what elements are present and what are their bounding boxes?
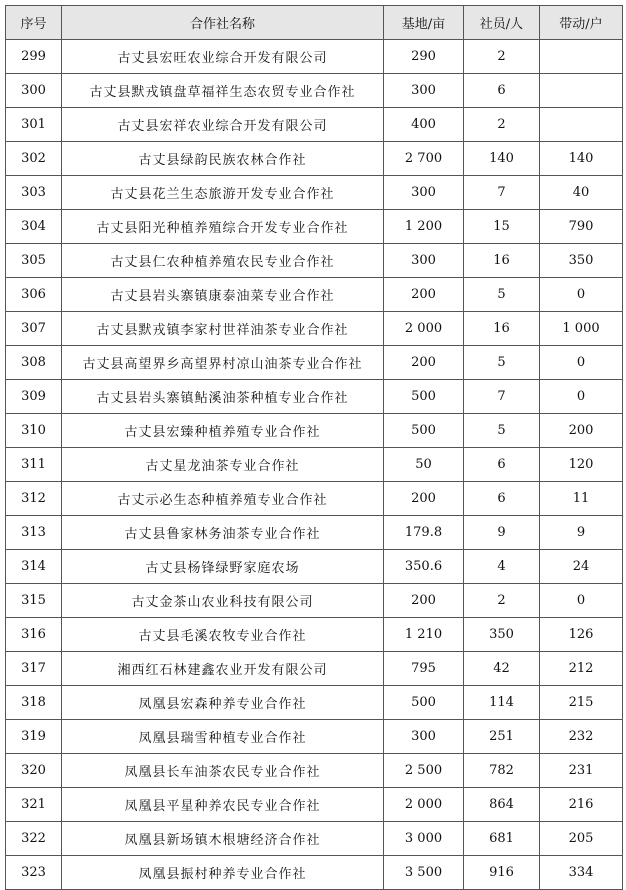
cell-households bbox=[540, 74, 623, 108]
header-households: 带动/户 bbox=[540, 6, 623, 40]
cell-base-area: 300 bbox=[384, 176, 464, 210]
cell-base-area: 1 210 bbox=[384, 618, 464, 652]
cell-members: 5 bbox=[464, 414, 540, 448]
table-row bbox=[6, 822, 623, 856]
table-row bbox=[6, 278, 623, 312]
cell-name: 古丈县鲁家林务油茶专业合作社 bbox=[62, 516, 384, 550]
cell-index: 313 bbox=[6, 516, 62, 550]
cell-households: 126 bbox=[540, 618, 623, 652]
cell-households: 11 bbox=[540, 482, 623, 516]
table-row bbox=[6, 312, 623, 346]
cell-base-area: 500 bbox=[384, 686, 464, 720]
cell-index: 309 bbox=[6, 380, 62, 414]
table-row bbox=[6, 618, 623, 652]
cell-index: 315 bbox=[6, 584, 62, 618]
cell-base-area: 300 bbox=[384, 720, 464, 754]
table-row bbox=[6, 720, 623, 754]
cell-base-area: 350.6 bbox=[384, 550, 464, 584]
cell-name: 古丈县绿韵民族农林合作社 bbox=[62, 142, 384, 176]
cell-name: 古丈县默戎镇李家村世祥油茶专业合作社 bbox=[62, 312, 384, 346]
cell-households: 120 bbox=[540, 448, 623, 482]
cell-index: 320 bbox=[6, 754, 62, 788]
cell-index: 303 bbox=[6, 176, 62, 210]
cell-base-area: 1 200 bbox=[384, 210, 464, 244]
cell-base-area: 179.8 bbox=[384, 516, 464, 550]
cell-members: 42 bbox=[464, 652, 540, 686]
table-row bbox=[6, 788, 623, 822]
cell-index: 306 bbox=[6, 278, 62, 312]
cell-index: 305 bbox=[6, 244, 62, 278]
cell-base-area: 200 bbox=[384, 584, 464, 618]
cell-members: 5 bbox=[464, 346, 540, 380]
cell-name: 古丈县岩头寨镇鲇溪油茶种植专业合作社 bbox=[62, 380, 384, 414]
table-row bbox=[6, 516, 623, 550]
table-row bbox=[6, 414, 623, 448]
table-body bbox=[6, 40, 623, 890]
table-row bbox=[6, 584, 623, 618]
cell-base-area: 2 500 bbox=[384, 754, 464, 788]
cell-members: 6 bbox=[464, 74, 540, 108]
cell-name: 古丈县宏臻种植养殖专业合作社 bbox=[62, 414, 384, 448]
cell-households: 0 bbox=[540, 346, 623, 380]
cell-index: 311 bbox=[6, 448, 62, 482]
cell-base-area: 2 000 bbox=[384, 312, 464, 346]
table-row bbox=[6, 346, 623, 380]
cell-name: 凤凰县平星种养农民专业合作社 bbox=[62, 788, 384, 822]
cell-households: 0 bbox=[540, 380, 623, 414]
cell-name: 古丈县毛溪农牧专业合作社 bbox=[62, 618, 384, 652]
table-row bbox=[6, 244, 623, 278]
cell-members: 114 bbox=[464, 686, 540, 720]
cell-households: 40 bbox=[540, 176, 623, 210]
cell-index: 304 bbox=[6, 210, 62, 244]
cell-name: 古丈县高望界乡高望界村凉山油茶专业合作社 bbox=[62, 346, 384, 380]
cell-name: 古丈示必生态种植养殖专业合作社 bbox=[62, 482, 384, 516]
header-base-area: 基地/亩 bbox=[384, 6, 464, 40]
cell-base-area: 300 bbox=[384, 244, 464, 278]
cell-members: 5 bbox=[464, 278, 540, 312]
cell-name: 古丈县岩头寨镇康泰油菜专业合作社 bbox=[62, 278, 384, 312]
cell-members: 7 bbox=[464, 380, 540, 414]
cell-households: 140 bbox=[540, 142, 623, 176]
cell-households: 0 bbox=[540, 278, 623, 312]
table-row bbox=[6, 142, 623, 176]
cell-households: 212 bbox=[540, 652, 623, 686]
cell-index: 321 bbox=[6, 788, 62, 822]
cell-index: 310 bbox=[6, 414, 62, 448]
table-row bbox=[6, 550, 623, 584]
cell-households: 205 bbox=[540, 822, 623, 856]
cell-name: 古丈县杨锋绿野家庭农场 bbox=[62, 550, 384, 584]
table-row bbox=[6, 380, 623, 414]
cell-households: 350 bbox=[540, 244, 623, 278]
cell-members: 2 bbox=[464, 40, 540, 74]
cell-base-area: 2 000 bbox=[384, 788, 464, 822]
cell-index: 318 bbox=[6, 686, 62, 720]
cell-name: 古丈县阳光种植养殖综合开发专业合作社 bbox=[62, 210, 384, 244]
cell-households: 231 bbox=[540, 754, 623, 788]
cell-members: 16 bbox=[464, 244, 540, 278]
cell-households bbox=[540, 40, 623, 74]
cell-index: 301 bbox=[6, 108, 62, 142]
cell-members: 7 bbox=[464, 176, 540, 210]
cell-index: 323 bbox=[6, 856, 62, 890]
cell-name: 古丈县花兰生态旅游开发专业合作社 bbox=[62, 176, 384, 210]
cell-name: 古丈县宏旺农业综合开发有限公司 bbox=[62, 40, 384, 74]
cell-base-area: 200 bbox=[384, 278, 464, 312]
header-index: 序号 bbox=[6, 6, 62, 40]
cell-households: 200 bbox=[540, 414, 623, 448]
cell-members: 16 bbox=[464, 312, 540, 346]
cell-households: 334 bbox=[540, 856, 623, 890]
table-row bbox=[6, 176, 623, 210]
cooperative-table bbox=[5, 5, 623, 890]
cell-members: 916 bbox=[464, 856, 540, 890]
header-members: 社员/人 bbox=[464, 6, 540, 40]
cell-members: 4 bbox=[464, 550, 540, 584]
table-row bbox=[6, 448, 623, 482]
cell-name: 古丈金茶山农业科技有限公司 bbox=[62, 584, 384, 618]
cell-base-area: 2 700 bbox=[384, 142, 464, 176]
cell-base-area: 400 bbox=[384, 108, 464, 142]
cell-base-area: 200 bbox=[384, 346, 464, 380]
table-row bbox=[6, 686, 623, 720]
cell-base-area: 290 bbox=[384, 40, 464, 74]
cell-index: 302 bbox=[6, 142, 62, 176]
table-header bbox=[6, 6, 623, 40]
header-name: 合作社名称 bbox=[62, 6, 384, 40]
cell-name: 凤凰县长车油茶农民专业合作社 bbox=[62, 754, 384, 788]
cell-members: 6 bbox=[464, 482, 540, 516]
cell-base-area: 300 bbox=[384, 74, 464, 108]
cell-households: 790 bbox=[540, 210, 623, 244]
cell-name: 古丈县默戎镇盘草福祥生态农贸专业合作社 bbox=[62, 74, 384, 108]
cell-base-area: 500 bbox=[384, 414, 464, 448]
cell-households: 216 bbox=[540, 788, 623, 822]
table-row bbox=[6, 108, 623, 142]
cell-name: 古丈县宏祥农业综合开发有限公司 bbox=[62, 108, 384, 142]
cell-index: 299 bbox=[6, 40, 62, 74]
cell-index: 308 bbox=[6, 346, 62, 380]
cell-households: 232 bbox=[540, 720, 623, 754]
cell-base-area: 3 000 bbox=[384, 822, 464, 856]
cell-index: 307 bbox=[6, 312, 62, 346]
table-row bbox=[6, 40, 623, 74]
cell-members: 350 bbox=[464, 618, 540, 652]
cell-base-area: 500 bbox=[384, 380, 464, 414]
cell-index: 319 bbox=[6, 720, 62, 754]
cell-households: 0 bbox=[540, 584, 623, 618]
cell-name: 古丈县仁农种植养殖农民专业合作社 bbox=[62, 244, 384, 278]
cell-name: 凤凰县新场镇木根塘经济合作社 bbox=[62, 822, 384, 856]
cell-name: 凤凰县瑞雪种植专业合作社 bbox=[62, 720, 384, 754]
cell-households: 1 000 bbox=[540, 312, 623, 346]
cell-members: 251 bbox=[464, 720, 540, 754]
cell-members: 9 bbox=[464, 516, 540, 550]
cell-households: 24 bbox=[540, 550, 623, 584]
cell-base-area: 200 bbox=[384, 482, 464, 516]
cell-members: 681 bbox=[464, 822, 540, 856]
cell-index: 314 bbox=[6, 550, 62, 584]
cell-households bbox=[540, 108, 623, 142]
cell-members: 6 bbox=[464, 448, 540, 482]
table-row bbox=[6, 74, 623, 108]
cell-name: 湘西红石林建鑫农业开发有限公司 bbox=[62, 652, 384, 686]
cell-base-area: 50 bbox=[384, 448, 464, 482]
cell-name: 凤凰县宏森种养专业合作社 bbox=[62, 686, 384, 720]
cooperative-table-container bbox=[5, 5, 622, 890]
cell-name: 凤凰县振村种养专业合作社 bbox=[62, 856, 384, 890]
cell-index: 316 bbox=[6, 618, 62, 652]
cell-index: 322 bbox=[6, 822, 62, 856]
cell-index: 317 bbox=[6, 652, 62, 686]
table-row bbox=[6, 652, 623, 686]
cell-base-area: 795 bbox=[384, 652, 464, 686]
cell-members: 2 bbox=[464, 108, 540, 142]
cell-members: 15 bbox=[464, 210, 540, 244]
cell-name: 古丈星龙油茶专业合作社 bbox=[62, 448, 384, 482]
table-row bbox=[6, 754, 623, 788]
cell-members: 864 bbox=[464, 788, 540, 822]
table-row bbox=[6, 482, 623, 516]
cell-members: 2 bbox=[464, 584, 540, 618]
cell-base-area: 3 500 bbox=[384, 856, 464, 890]
cell-members: 782 bbox=[464, 754, 540, 788]
header-row bbox=[6, 6, 623, 40]
table-row bbox=[6, 210, 623, 244]
cell-members: 140 bbox=[464, 142, 540, 176]
table-row bbox=[6, 856, 623, 890]
cell-households: 9 bbox=[540, 516, 623, 550]
cell-households: 215 bbox=[540, 686, 623, 720]
cell-index: 300 bbox=[6, 74, 62, 108]
cell-index: 312 bbox=[6, 482, 62, 516]
